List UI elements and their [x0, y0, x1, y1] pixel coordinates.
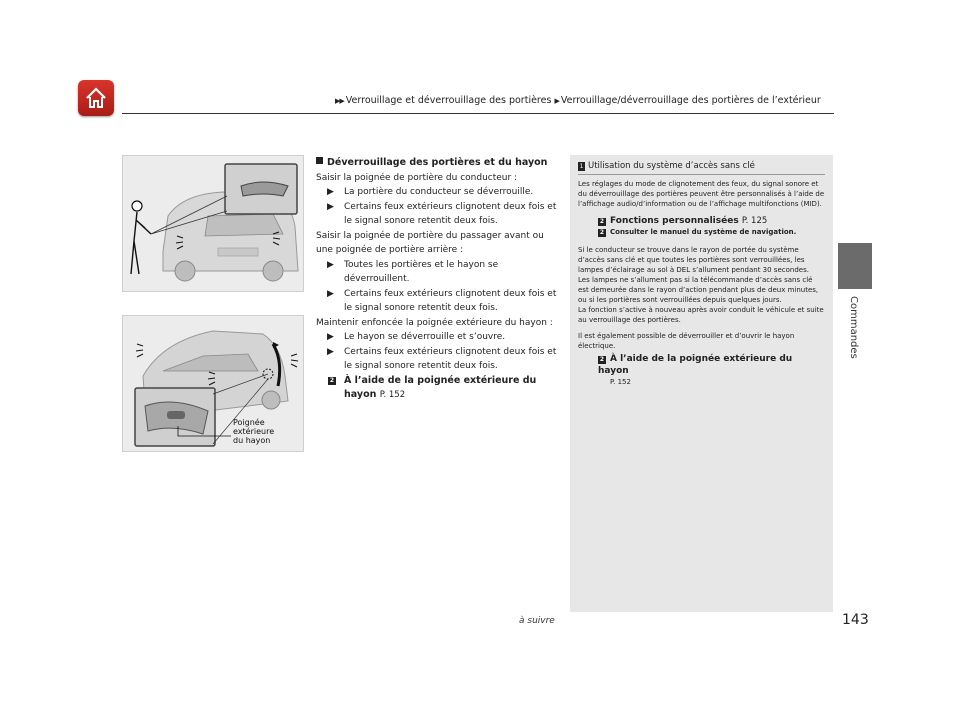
step-text: Le hayon se déverrouille et s’ouvre. — [344, 332, 506, 342]
reference-page: P. 152 — [379, 390, 406, 400]
arrow-right-icon: ▶ — [327, 346, 334, 357]
sidebar-paragraph: Il est également possible de déverrouiller et d’ouvrir le hayon électrique. — [578, 332, 795, 350]
continued-indicator: à suivre — [519, 616, 555, 626]
step-item — [316, 345, 558, 374]
reference-page: P. 152 — [610, 378, 631, 386]
header-divider — [122, 113, 834, 114]
sidebar-paragraph: Les réglages du mode de clignotement des feux, du signal sonore et du déverrouillage des portières peuvent être personnalisés à l’aide de l’affichage audio/d’information ou de l’affichage multifonctions (MID). — [578, 180, 825, 208]
main-content — [316, 156, 558, 403]
reference-title: Consulter le manuel du système de navigation. — [610, 228, 797, 236]
note-marker-icon: 1 — [579, 163, 584, 170]
sidebar-title — [578, 161, 825, 175]
breadcrumb — [335, 95, 821, 106]
arrow-right-icon: ▶ — [327, 288, 334, 299]
paragraph: Saisir la poignée de portière du conducteur : — [316, 172, 518, 183]
callout-line-3: du hayon — [233, 436, 271, 445]
sidebar-title-text: Utilisation du système d’accès sans clé — [588, 161, 755, 171]
step-item — [316, 330, 558, 345]
illustration-door-handle — [122, 155, 304, 292]
page-number: 143 — [842, 612, 869, 628]
arrow-right-icon: ▶ — [327, 187, 334, 197]
breadcrumb-arrow-icon: ▶ — [554, 97, 559, 105]
reference-icon: 2 — [599, 218, 605, 225]
callout-line-1: Poignée — [233, 418, 265, 427]
section-tab[interactable] — [838, 243, 872, 289]
step-item — [316, 185, 558, 200]
cross-reference-link[interactable] — [578, 227, 825, 237]
sidebar-body — [578, 179, 825, 387]
step-text: Certains feux extérieurs clignotent deux fois et le signal sonore retentit deux fois. — [344, 201, 557, 226]
breadcrumb-arrow-icon: ▶▶ — [335, 97, 344, 105]
reference-icon: 2 — [599, 356, 605, 363]
illustration-tailgate-handle — [122, 315, 304, 452]
step-text: Certains feux extérieurs clignotent deux fois et le signal sonore retentit deux fois. — [344, 288, 557, 313]
step-item — [316, 258, 558, 287]
section-heading-text: Déverrouillage des portières et du hayon — [327, 157, 548, 168]
sidebar-paragraph: Si le conducteur se trouve dans le rayon de portée du système d’accès sans clé et que toutes les portières sont verrouillées, les lampes d’éclairage au sol à DEL s’allument pendant 30 secondes. — [578, 246, 809, 274]
paragraph: Saisir la poignée de portière du passager avant ou une poignée de portière arrière : — [316, 230, 544, 255]
reference-title: À l’aide de la poignée extérieure du hayon — [598, 354, 793, 376]
sidebar-note — [570, 155, 833, 612]
reference-icon: 2 — [599, 229, 605, 236]
reference-page: P. 125 — [741, 216, 768, 226]
sidebar-paragraph: Les lampes ne s’allument pas si la télécommande d’accès sans clé est demeurée dans le rayon d’action pendant plus de deux minutes, ou si les portières sont verrouillées depuis quelques jours. — [578, 276, 819, 304]
cross-reference-link[interactable] — [578, 353, 825, 377]
step-text: Toutes les portières et le hayon se déverrouillent. — [344, 259, 499, 284]
home-icon — [83, 85, 109, 111]
step-text: Certains feux extérieurs clignotent deux fois et le signal sonore retentit deux fois. — [344, 346, 557, 371]
section-heading — [316, 156, 558, 171]
arrow-right-icon: ▶ — [327, 259, 334, 270]
cross-reference-link[interactable] — [316, 374, 558, 403]
section-tab-label: Commandes — [848, 296, 859, 359]
breadcrumb-item-1[interactable]: Verrouillage et déverrouillage des portières — [345, 95, 552, 106]
reference-title: À l’aide de la poignée extérieure du hayon — [344, 374, 537, 400]
sidebar-paragraph: La fonction s’active à nouveau après avoir conduit le véhicule et suite au verrouillage des portières. — [578, 306, 824, 324]
step-item — [316, 287, 558, 316]
home-button[interactable] — [78, 80, 114, 116]
cross-reference-link[interactable] — [578, 215, 825, 227]
callout-line-2: extérieure — [233, 427, 275, 436]
step-item — [316, 200, 558, 229]
tailgate-handle-callout — [233, 418, 274, 445]
arrow-right-icon: ▶ — [327, 201, 334, 212]
square-bullet-icon — [316, 157, 323, 164]
reference-title: Fonctions personnalisées — [610, 216, 739, 226]
arrow-right-icon: ▶ — [327, 332, 334, 342]
paragraph: Maintenir enfoncée la poignée extérieure du hayon : — [316, 317, 553, 328]
reference-icon: 2 — [329, 376, 335, 384]
step-text: La portière du conducteur se déverrouille. — [344, 187, 534, 197]
breadcrumb-item-2[interactable]: Verrouillage/déverrouillage des portières de l’extérieur — [560, 95, 821, 106]
